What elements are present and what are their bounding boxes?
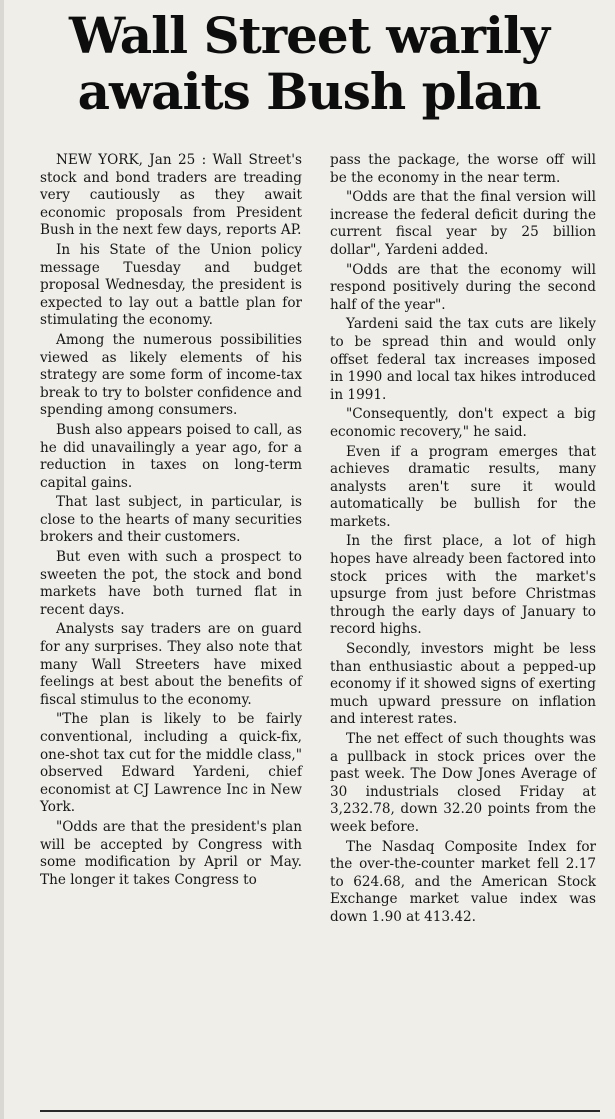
- paragraph: "Odds are that the president's plan will be accepted by Congress with some modification by April or May. The longer it takes Congress to: [40, 818, 302, 888]
- paragraph: The Nasdaq Composite Index for the over-the-counter market fell 2.17 to 624.68, and the American Stock Exchange market value index was down 1.90 at 413.42.: [330, 838, 596, 925]
- paragraph: Even if a program emerges that achieves dramatic results, many analysts aren't sure it would automatically be bullish for the markets.: [330, 443, 596, 530]
- clipping-edge: [0, 0, 4, 1119]
- bottom-rule: [40, 1110, 600, 1112]
- paragraph: In his State of the Union policy message Tuesday and budget proposal Wednesday, the president is expected to lay out a battle plan for stimulating the economy.: [40, 241, 302, 329]
- paragraph: "The plan is likely to be fairly conventional, including a quick-fix, one-shot tax cut for the middle class," observed Edward Yardeni, chief economist at CJ Lawrence Inc in New York.: [40, 711, 302, 816]
- paragraph: Secondly, investors might be less than enthusiastic about a pepped-up economy if it showed signs of exerting much upward pressure on inflation and interest rates.: [330, 641, 596, 728]
- paragraph: But even with such a prospect to sweeten the pot, the stock and bond markets have both turned flat in recent days.: [40, 549, 302, 618]
- paragraph: "Consequently, don't expect a big economic recovery," he said.: [330, 406, 596, 440]
- paragraph: Analysts say traders are on guard for any surprises. They also note that many Wall Streeters have mixed feelings at best about the benefits of fiscal stimulus to the economy.: [40, 621, 302, 708]
- article-column-left: [40, 152, 302, 891]
- paragraph: "Odds are that the economy will respond positively during the second half of the year".: [330, 261, 596, 313]
- headline-line-1: Wall Street warily: [68, 6, 550, 65]
- paragraph: Bush also appears poised to call, as he did unavailingly a year ago, for a reduction in taxes on long-term capital gains.: [40, 421, 302, 491]
- headline-line-2: awaits Bush plan: [77, 62, 541, 121]
- paragraph: In the first place, a lot of high hopes have already been factored into stock prices with the market's upsurge from just before Christmas through the early days of January to record highs.: [330, 533, 596, 638]
- paragraph: Among the numerous possibilities viewed as likely elements of his strategy are some form of income-tax break to try to bolster confidence and spending among consumers.: [40, 331, 302, 419]
- headline: [14, 8, 604, 120]
- article-column-right: [330, 152, 596, 929]
- paragraph: "Odds are that the final version will increase the federal deficit during the current fiscal year by 25 billion dollar", Yardeni added.: [330, 189, 596, 258]
- paragraph: Yardeni said the tax cuts are likely to be spread thin and would only offset federal tax increases imposed in 1990 and local tax hikes introduced in 1991.: [330, 316, 596, 403]
- paragraph: pass the package, the worse off will be the economy in the near term.: [330, 152, 596, 186]
- paragraph: That last subject, in particular, is close to the hearts of many securities brokers and their customers.: [40, 494, 302, 546]
- paragraph: NEW YORK, Jan 25 : Wall Street's stock and bond traders are treading very cautiously as they await economic proposals from President Bush in the next few days, reports AP.: [40, 152, 302, 239]
- paragraph: The net effect of such thoughts was a pullback in stock prices over the past week. The Dow Jones Average of 30 industrials closed Friday at 3,232.78, down 32.20 points from the week before.: [330, 731, 596, 835]
